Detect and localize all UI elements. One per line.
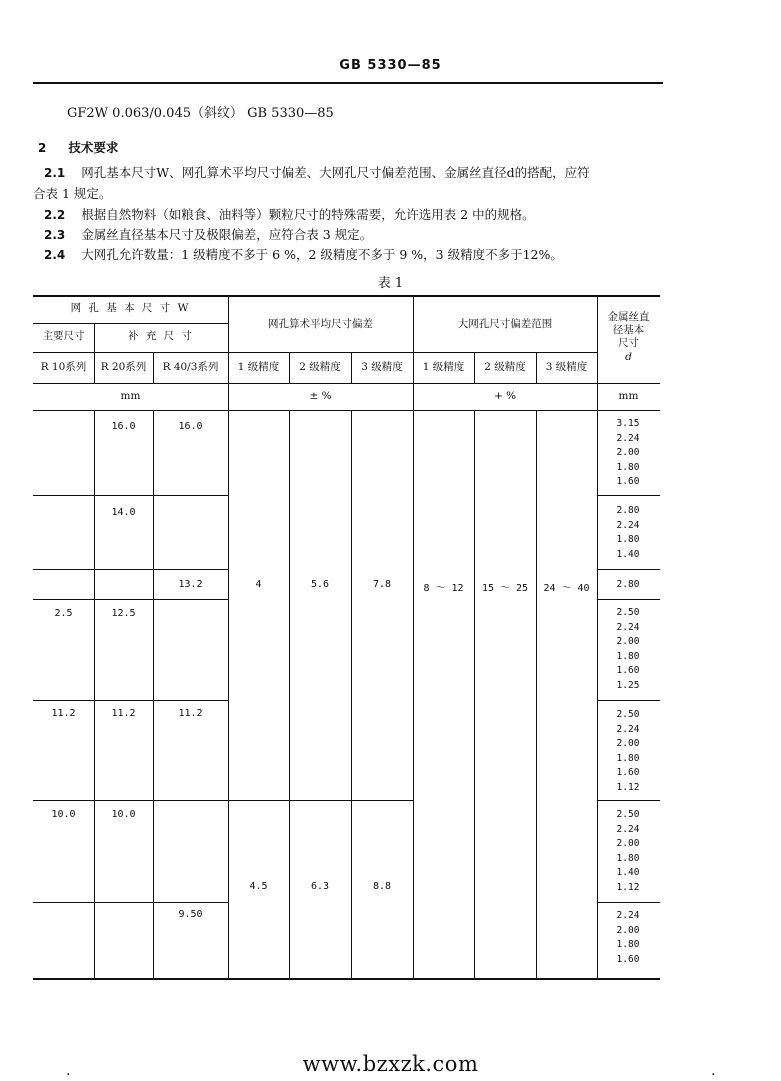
header-grade2-large: 2 级精度 — [484, 361, 526, 373]
rule — [33, 323, 228, 324]
header-wire-3: 尺寸 — [618, 337, 639, 349]
header-wire-1: 金属丝直 — [607, 311, 650, 323]
wire-diameter: 2.50 — [616, 607, 640, 618]
wire-diameter: 1.80 — [616, 461, 640, 473]
wire-diameter: 2.24 — [616, 910, 640, 921]
r10-value: 11.2 — [51, 708, 76, 719]
wire-diameter: 2.00 — [616, 838, 640, 849]
wire-diameter: 1.60 — [616, 476, 640, 487]
header-grade1-large: 1 级精度 — [422, 361, 465, 373]
rule — [33, 700, 228, 701]
wire-diameter: 2.80 — [616, 579, 640, 590]
para-text: 根据自然物料（如粮食、油料等）颗粒尺寸的特殊需要，允许选用表 2 中的规格。 — [81, 207, 535, 222]
r10-value: 10.0 — [51, 809, 76, 820]
rule — [33, 800, 413, 801]
mean-dev-g1: 4 — [255, 579, 262, 590]
header-grade3-large: 3 级精度 — [545, 361, 588, 373]
wire-diameter: 1.25 — [616, 679, 640, 691]
header-r20: R 20系列 — [100, 361, 147, 373]
wire-list-0 — [597, 417, 659, 490]
para-text: 金属丝直径基本尺寸及极限偏差，应符合表 3 规定。 — [81, 227, 373, 242]
wire-diameter: 1.80 — [616, 939, 640, 950]
mean-dev-g3: 7.8 — [372, 579, 392, 590]
page-header: GB 5330—85 — [339, 58, 442, 73]
r20-value: 16.0 — [111, 421, 136, 432]
scan-dot: . — [66, 1063, 71, 1079]
r20-value: 12.5 — [111, 608, 136, 619]
designation-line: GF2W 0.063/0.045（斜纹） GB 5330—85 — [67, 106, 334, 121]
section-heading — [38, 138, 118, 156]
section-number: 2 — [38, 141, 47, 155]
header-large-dev: 大网孔尺寸偏差范围 — [457, 318, 553, 330]
rule — [33, 295, 660, 297]
paragraph-2-3 — [44, 225, 372, 243]
para-num: 2.4 — [44, 248, 66, 262]
mean-dev-g2: 6.3 — [310, 881, 330, 892]
wire-diameter: 2.24 — [616, 621, 640, 633]
header-wire-2: 径基本 — [612, 324, 645, 336]
scan-dot: . — [711, 1063, 716, 1079]
wire-diameter: 2.00 — [616, 447, 640, 458]
wire-diameter: 1.80 — [616, 752, 640, 764]
rule — [33, 410, 660, 411]
rule — [597, 569, 660, 570]
rule — [351, 410, 352, 980]
header-grade1: 1 级精度 — [237, 361, 280, 373]
wire-diameter: 1.80 — [616, 534, 640, 545]
unit-mm: mm — [120, 390, 141, 402]
footer-url: www.bzxzk.com — [302, 1052, 479, 1076]
wire-diameter: 1.60 — [616, 953, 640, 965]
rule — [33, 383, 660, 384]
wire-diameter: 2.50 — [616, 709, 640, 720]
wire-list-3 — [597, 606, 659, 693]
wire-diameter: 1.80 — [616, 852, 640, 864]
rule — [94, 410, 95, 980]
wire-diameter: 3.15 — [616, 418, 640, 429]
header-wire-4: d — [625, 351, 632, 363]
mean-dev-g2: 5.6 — [310, 579, 330, 590]
spec-table — [33, 295, 660, 980]
header-r40: R 40/3系列 — [162, 361, 219, 373]
rule — [597, 800, 660, 801]
rule — [289, 410, 290, 980]
wire-diameter: 2.24 — [616, 519, 640, 531]
rule — [597, 700, 660, 701]
rule — [474, 410, 475, 980]
wire-diameter: 2.80 — [616, 505, 640, 516]
unit-plus: + % — [493, 390, 517, 402]
mean-dev-g1: 4.5 — [249, 881, 268, 892]
wire-list-5 — [597, 808, 659, 895]
header-grade2: 2 级精度 — [299, 361, 341, 373]
wire-diameter: 2.00 — [616, 924, 640, 936]
para-text: 大网孔允许数量：1 级精度不多于 6 %，2 级精度不多于 9 %，3 级精度不多于12%。 — [81, 247, 563, 262]
wire-diameter: 2.00 — [616, 738, 640, 749]
r20-value: 10.0 — [111, 809, 136, 820]
wire-list-1 — [597, 504, 659, 562]
rule — [153, 410, 154, 980]
header-aperture: 网 孔 基 本 尺 寸 W — [70, 302, 191, 314]
rule — [33, 978, 660, 980]
header-r10: R 10系列 — [40, 361, 87, 373]
mean-dev-g3: 8.8 — [372, 881, 392, 892]
wire-diameter: 1.12 — [616, 781, 640, 793]
r20-value: 14.0 — [111, 507, 136, 518]
r40-value: 11.2 — [178, 708, 203, 719]
wire-diameter: 1.40 — [616, 867, 640, 878]
header-mean-dev: 网孔算术平均尺寸偏差 — [268, 318, 373, 330]
section-title: 技术要求 — [68, 140, 119, 155]
wire-diameter: 2.00 — [616, 636, 640, 647]
r40-value: 9.50 — [178, 909, 203, 920]
r20-value: 11.2 — [111, 708, 136, 719]
rule — [597, 902, 660, 903]
paragraph-2-2 — [44, 205, 535, 223]
large-dev-g1: 8 ～ 12 — [423, 583, 464, 594]
rule — [597, 495, 660, 496]
wire-diameter: 1.80 — [616, 650, 640, 662]
wire-diameter: 1.40 — [616, 548, 640, 560]
rule — [33, 352, 228, 353]
header-main-size: 主要尺寸 — [42, 330, 85, 342]
rule — [33, 495, 228, 496]
wire-diameter: 2.50 — [616, 809, 640, 820]
paragraph-2-4 — [44, 245, 563, 263]
r10-value: 2.5 — [54, 608, 73, 619]
para-num: 2.1 — [44, 166, 66, 180]
wire-list-2 — [597, 578, 659, 593]
unit-pm: ± % — [309, 390, 332, 402]
rule — [33, 599, 228, 600]
r40-value: 13.2 — [178, 579, 203, 590]
unit-mm-wire: mm — [618, 390, 639, 402]
rule — [536, 410, 537, 980]
para-num: 2.2 — [44, 208, 66, 222]
large-dev-g2: 15 ～ 25 — [481, 583, 529, 594]
wire-diameter: 2.24 — [616, 823, 640, 835]
wire-diameter: 1.60 — [616, 767, 640, 778]
wire-diameter: 2.24 — [616, 723, 640, 735]
rule — [33, 569, 228, 570]
table-caption: 表 1 — [377, 276, 404, 291]
header-supp-size: 补 充 尺 寸 — [127, 330, 194, 342]
large-dev-g3: 24 ～ 40 — [543, 583, 590, 594]
rule — [33, 902, 228, 903]
wire-diameter: 2.24 — [616, 432, 640, 444]
header-rule — [33, 82, 663, 84]
r40-value: 16.0 — [178, 421, 203, 432]
header-grade3: 3 级精度 — [361, 361, 403, 373]
rule — [597, 599, 660, 600]
para-num: 2.3 — [44, 228, 66, 242]
wire-diameter: 1.12 — [616, 881, 640, 893]
paragraph-2-1 — [44, 163, 590, 181]
wire-list-4 — [597, 708, 659, 795]
paragraph-2-1-cont: 合表 1 规定。 — [33, 186, 112, 201]
wire-diameter: 1.60 — [616, 665, 640, 676]
wire-list-6 — [597, 909, 659, 967]
para-text: 网孔基本尺寸W、网孔算术平均尺寸偏差、大网孔尺寸偏差范围、金属丝直径d的搭配，应符 — [81, 165, 590, 180]
